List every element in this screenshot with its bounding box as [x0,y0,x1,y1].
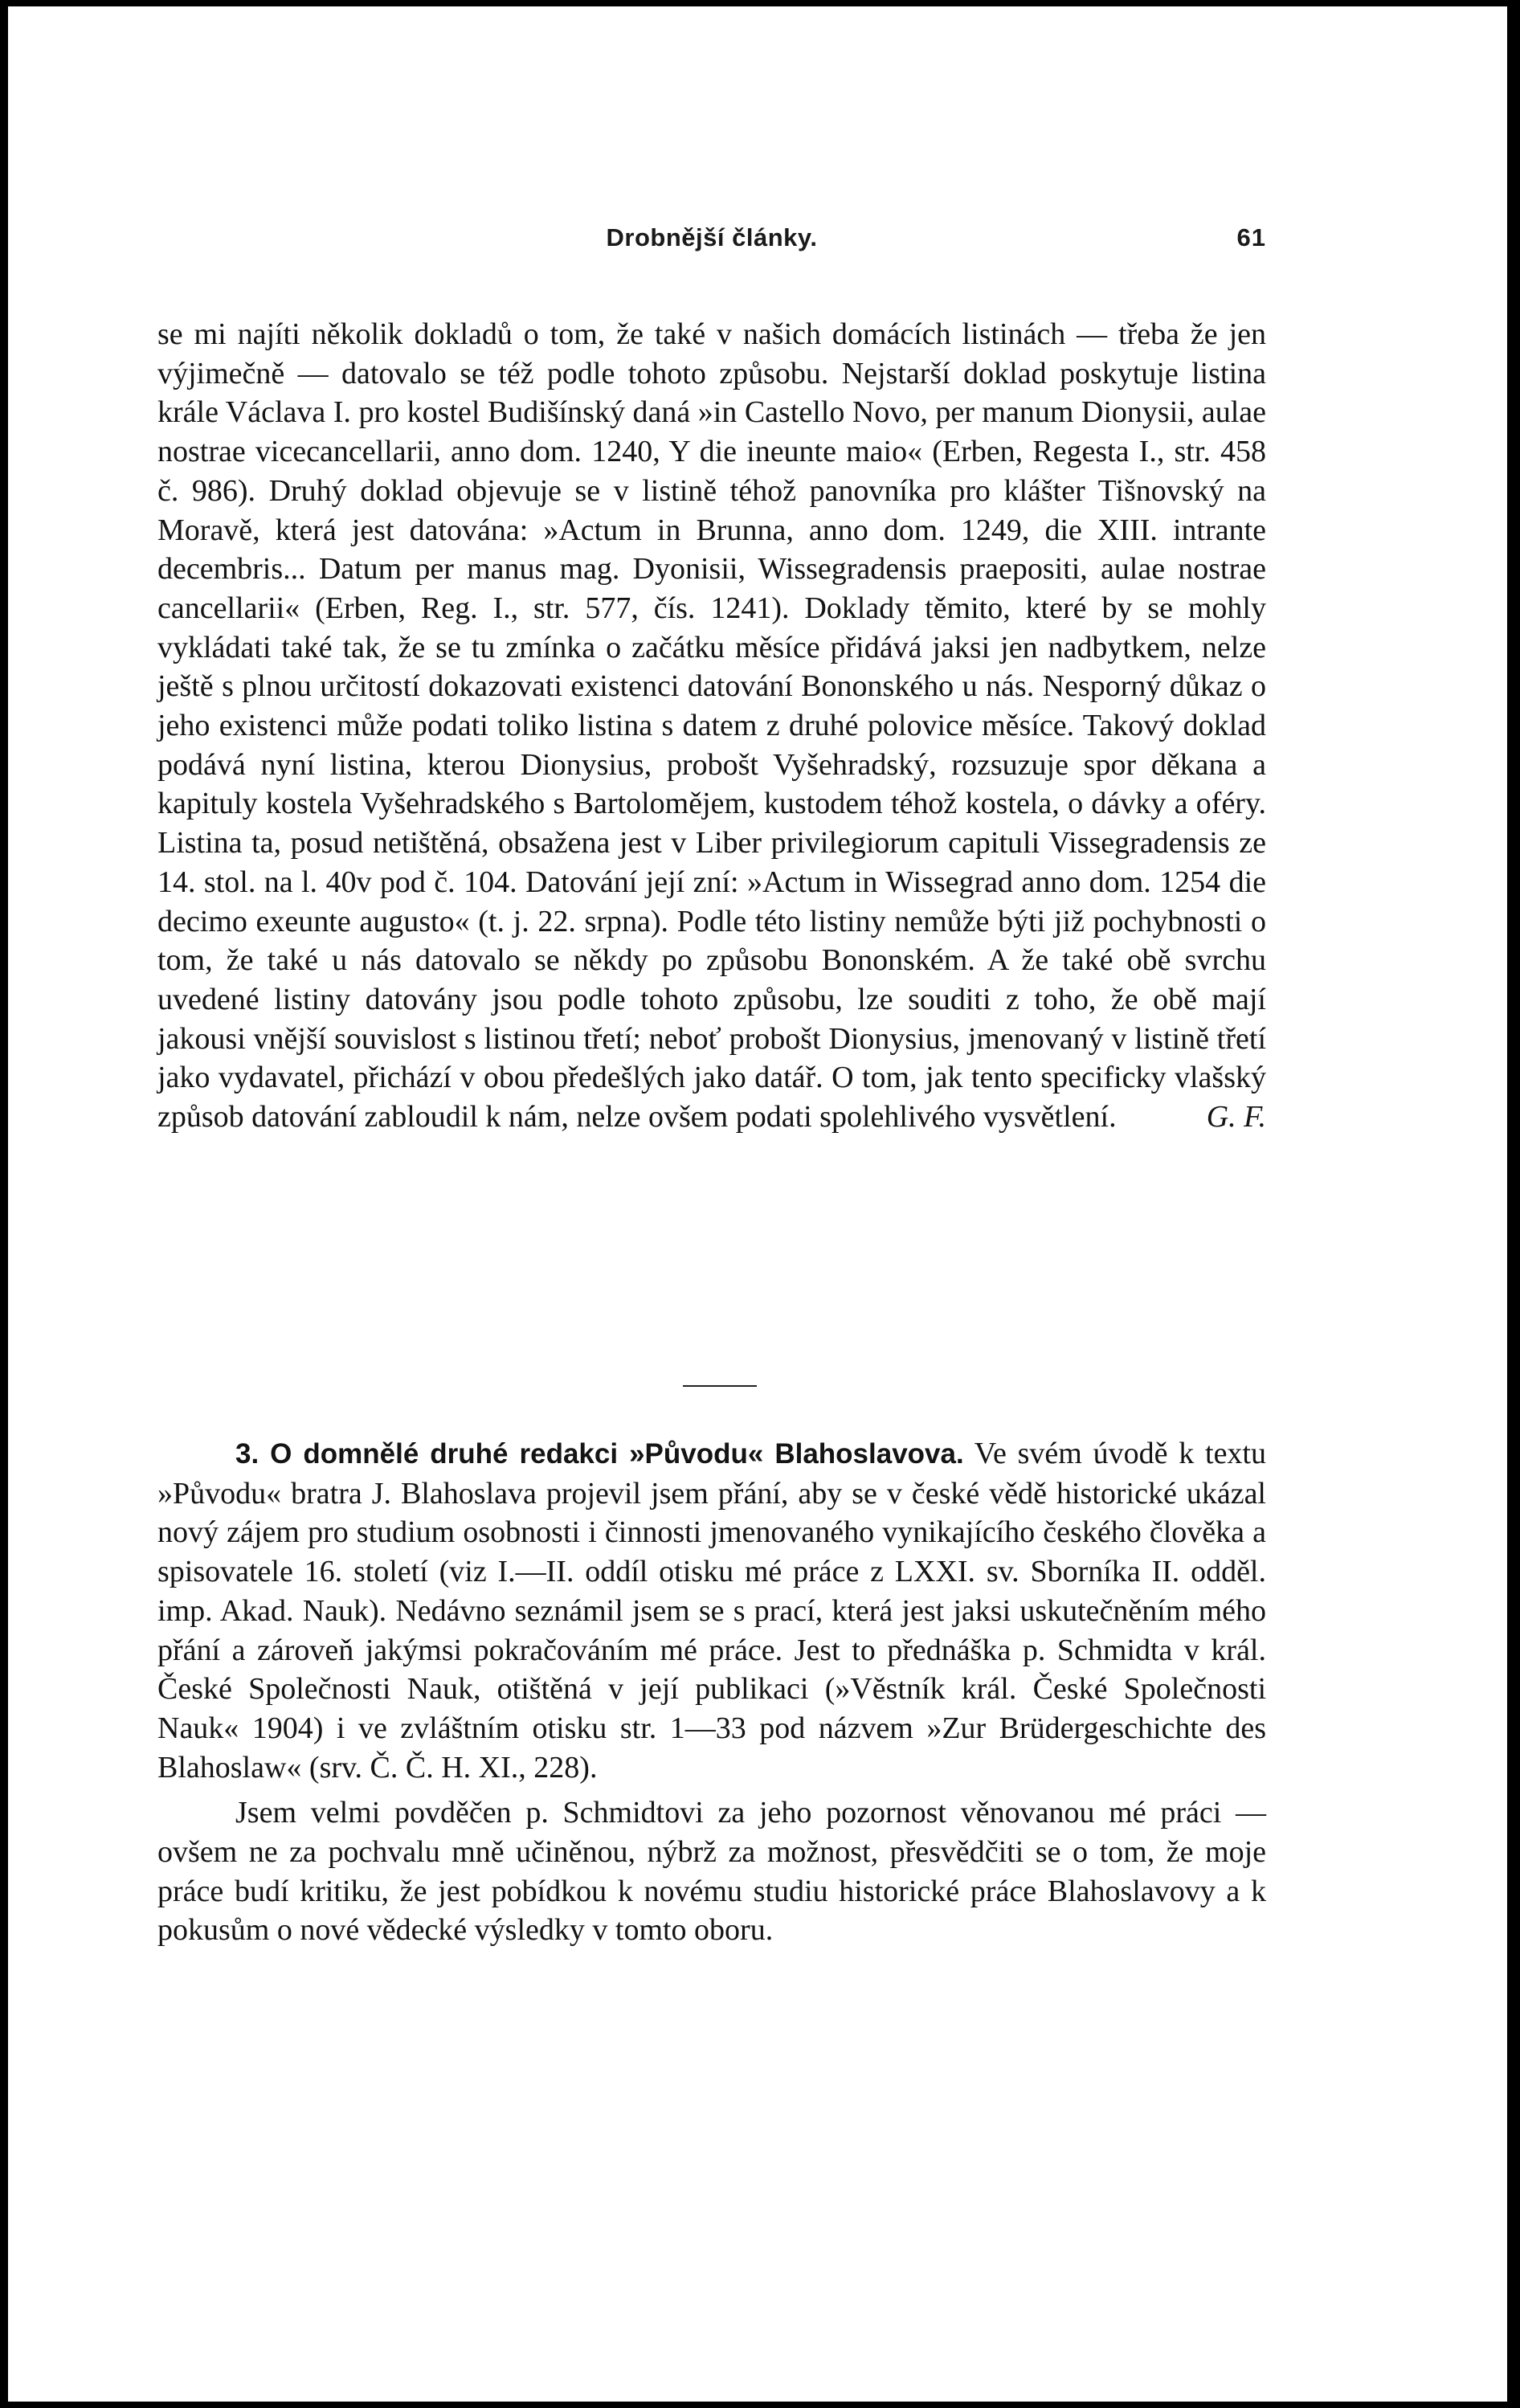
article-1-body: se mi najíti několik dokladů o tom, že také v našich domácích listinách — třeba že jen výjimečně — datovalo se též podle tohoto způsobu. Nejstarší doklad poskytuje listina krále Václava I. pro kostel Budišínský daná »in Castello Novo, per manum Dionysii, aulae nostrae vicecancellarii, anno dom. 1240, Y die ineunte maio« (Erben, Regesta I., str. 458 č. 986). Druhý doklad objevuje se v listině téhož panovníka pro klášter Tišnovský na Moravě, která jest datována: »Actum in Brunna, anno dom. 1249, die XIII. intrante decembris... Datum per manus mag. Dyonisii, Wissegradensis praepositi, aulae nostrae cancellarii« (Erben, Reg. I., str. 577, čís. 1241). Doklady těmito, které by se mohly vykládati také tak, že se tu zmínka o začátku měsíce přidává jaksi jen nadbytkem, nelze ještě s plnou určitostí dokazovati existenci datování Bononského u nás. Nesporný důkaz o jeho existenci může podati toliko listina s datem z druhé polovice měsíce. Takový doklad podává nyní listina, kterou Dionysius, probošt Vyšehradský, rozsuzuje spor děkana a kapituly kostela Vyšehradského s Bartolomějem, kustodem téhož kostela, o dávky a oféry. Listina ta, posud netištěná, obsažena jest v Liber privilegiorum capituli Vissegradensis ze 14. stol. na l. 40v pod č. 104. Datování její zní: »Actum in Wissegrad anno dom. 1254 die decimo exeunte augusto« (t. j. 22. srpna). Podle této listiny nemůže býti již pochybnosti o tom, že také u nás datovalo se někdy po způsobu Bononském. A že také obě svrchu uvedené listiny datovány jsou podle tohoto způsobu, lze souditi z toho, že obě mají jakousi vnější souvislost s listinou třetí; neboť probošt Dionysius, jmenovaný v listině třetí jako vydavatel, přichází v obou předešlých jako datář. O tom, jak tento specificky vlašský způsob datování zabloudil k nám, nelze ovšem podati spolehlivého vysvětlení. [157,317,1266,1134]
author-signature: G. F. [1206,1100,1266,1134]
article-2-title: 3. O domnělé druhé redakci »Původu« Blahoslavova. [235,1438,964,1470]
book-page [8,6,1507,2402]
article-1-text [157,315,1266,1137]
article-1-paragraph [157,315,1266,1137]
article-2-paragraph-1 [157,1434,1266,1787]
section-divider [683,1385,757,1387]
article-2-paragraph-2: Jsem velmi povděčen p. Schmidtovi za jeho pozornost věnovanou mé práci — ovšem ne za pochvalu mně učiněnou, nýbrž za možnost, přesvědčiti se o tom, že moje práce budí kritiku, že jest pobídkou k novému studiu historické práce Blahoslavovy a k pokusům o nové vědecké výsledky v tomto oboru. [157,1796,1266,1948]
article-2-paragraph-1-text: Ve svém úvodě k textu »Původu« bratra J. Blahoslava projevil jsem přání, aby se v české vědě historické ukázal nový zájem pro studium osobnosti i činnosti jmenovaného vynikajícího českého člověka a spisovatele 16. století (viz I.—II. oddíl otisku mé práce z LXXI. sv. Sborníka II. odděl. imp. Akad. Nauk). Nedávno seznámil jsem se s prací, která jest jaksi uskutečněním mého přání a zároveň jakýmsi pokračováním mé práce. Jest to přednáška p. Schmidta v král. České Společnosti Nauk, otištěná v její publikaci (»Věstník král. České Společnosti Nauk« 1904) i ve zvláštním otisku str. 1—33 pod názvem »Zur Brüdergeschichte des Blahoslaw« (srv. Č. Č. H. XI., 228). [157,1437,1266,1785]
page-number: 61 [1236,223,1266,251]
article-2-text [157,1434,1266,1950]
page-header [157,223,1266,272]
running-title: Drobnější články. [606,223,818,251]
